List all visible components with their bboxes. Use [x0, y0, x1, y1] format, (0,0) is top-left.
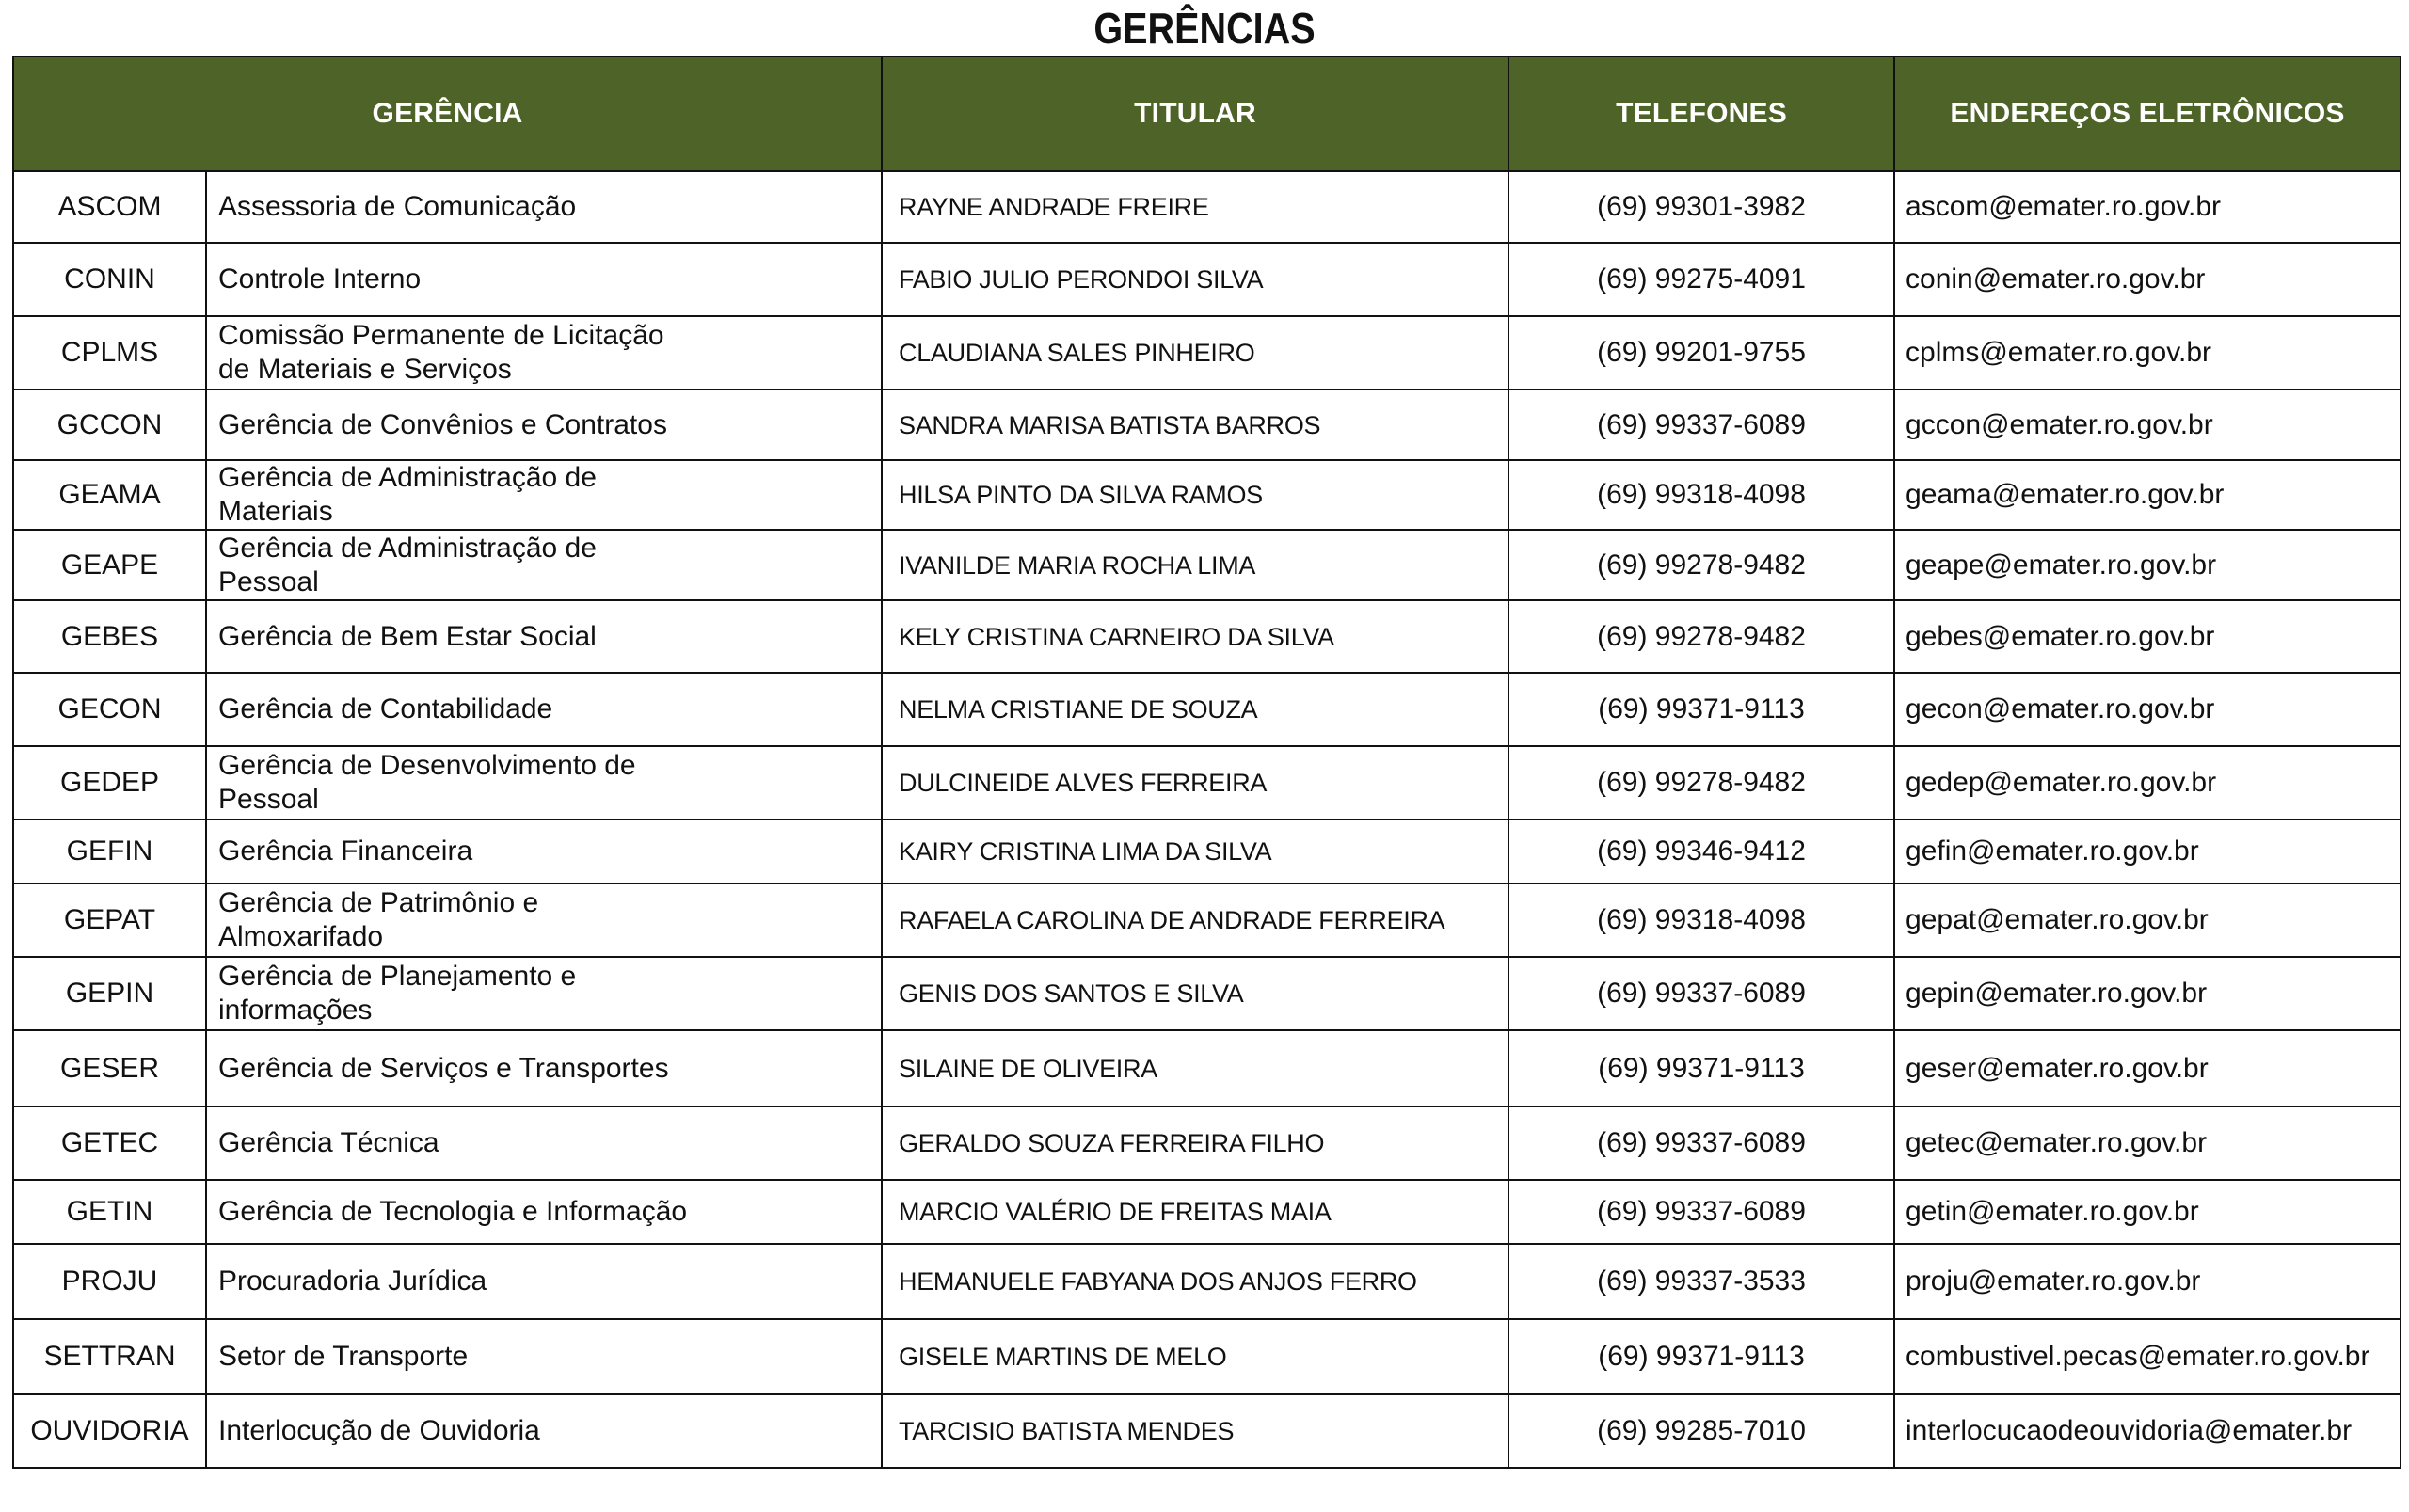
header-titular: TITULAR	[882, 56, 1508, 171]
cell-email-text: proju@emater.ro.gov.br	[1906, 1265, 2201, 1297]
cell-titular	[882, 390, 1508, 460]
cell-sigla	[13, 1106, 206, 1180]
cell-sigla-text: OUVIDORIA	[30, 1415, 189, 1446]
cell-email	[1894, 1106, 2401, 1180]
cell-telefone	[1508, 530, 1894, 600]
cell-titular-text: GISELE MARTINS DE MELO	[899, 1343, 1227, 1371]
cell-sigla	[13, 1394, 206, 1468]
cell-email-text: geser@emater.ro.gov.br	[1906, 1052, 2209, 1084]
cell-titular	[882, 1394, 1508, 1468]
cell-sigla-text: ASCOM	[57, 191, 162, 222]
cell-telefone	[1508, 600, 1894, 673]
cell-telefone-text: (69) 99201-9755	[1597, 337, 1806, 368]
cell-gerencia-nome	[206, 746, 882, 820]
cell-gerencia-nome-text: Assessoria de Comunicação	[218, 191, 577, 222]
cell-titular	[882, 1030, 1508, 1106]
table-row	[13, 390, 2401, 460]
table-row	[13, 1394, 2401, 1468]
cell-titular	[882, 530, 1508, 600]
cell-sigla	[13, 1180, 206, 1244]
cell-titular	[882, 460, 1508, 530]
cell-sigla-text: GEDEP	[59, 767, 160, 798]
cell-gerencia-nome-text: Gerência de Bem Estar Social	[218, 620, 597, 652]
cell-gerencia-nome-text: Gerência de Administração de Materiais	[218, 462, 597, 527]
cell-email	[1894, 746, 2401, 820]
table-row	[13, 530, 2401, 600]
header-telefones: TELEFONES	[1508, 56, 1894, 171]
cell-telefone	[1508, 316, 1894, 390]
cell-gerencia-nome-text: Gerência Técnica	[218, 1127, 439, 1158]
cell-titular-text: MARCIO VALÉRIO DE FREITAS MAIA	[899, 1198, 1332, 1226]
cell-email	[1894, 316, 2401, 390]
cell-gerencia-nome	[206, 390, 882, 460]
cell-gerencia-nome	[206, 1319, 882, 1394]
cell-titular	[882, 171, 1508, 243]
cell-telefone	[1508, 820, 1894, 883]
cell-sigla-text: CPLMS	[60, 337, 159, 368]
cell-titular	[882, 1244, 1508, 1319]
cell-telefone	[1508, 460, 1894, 530]
cell-gerencia-nome-text: Gerência de Administração de Pessoal	[218, 532, 597, 597]
cell-email-text: gepat@emater.ro.gov.br	[1906, 904, 2209, 935]
table-row	[13, 171, 2401, 243]
cell-email	[1894, 390, 2401, 460]
table-row	[13, 600, 2401, 673]
cell-gerencia-nome-text: Gerência de Planejamento e informações	[218, 961, 577, 1026]
cell-titular	[882, 1180, 1508, 1244]
cell-telefone-text: (69) 99278-9482	[1597, 549, 1806, 581]
cell-titular-text: TARCISIO BATISTA MENDES	[899, 1417, 1235, 1445]
cell-telefone-text: (69) 99337-3533	[1597, 1265, 1806, 1297]
table-row	[13, 1180, 2401, 1244]
cell-sigla	[13, 746, 206, 820]
cell-telefone	[1508, 1030, 1894, 1106]
cell-gerencia-nome	[206, 171, 882, 243]
cell-email-text: gebes@emater.ro.gov.br	[1906, 620, 2215, 652]
cell-gerencia-nome-text: Gerência de Patrimônio e Almoxarifado	[218, 887, 539, 952]
cell-sigla	[13, 1244, 206, 1319]
cell-sigla-text: GETIN	[66, 1196, 153, 1227]
cell-telefone	[1508, 390, 1894, 460]
cell-gerencia-nome-text: Gerência de Tecnologia e Informação	[218, 1196, 688, 1227]
cell-email	[1894, 1394, 2401, 1468]
cell-telefone-text: (69) 99275-4091	[1597, 263, 1806, 294]
cell-email	[1894, 171, 2401, 243]
cell-sigla-text: GETEC	[60, 1127, 159, 1158]
cell-telefone	[1508, 1394, 1894, 1468]
cell-titular-text: KAIRY CRISTINA LIMA DA SILVA	[899, 837, 1272, 866]
cell-telefone	[1508, 883, 1894, 957]
cell-gerencia-nome-text: Interlocução de Ouvidoria	[218, 1415, 540, 1446]
cell-gerencia-nome	[206, 957, 882, 1030]
cell-titular	[882, 243, 1508, 316]
cell-gerencia-nome	[206, 883, 882, 957]
cell-telefone-text: (69) 99371-9113	[1598, 1052, 1805, 1084]
table-row	[13, 883, 2401, 957]
cell-titular	[882, 820, 1508, 883]
cell-gerencia-nome	[206, 1394, 882, 1468]
cell-titular	[882, 883, 1508, 957]
cell-sigla-text: GECON	[57, 693, 162, 724]
cell-gerencia-nome-text: Controle Interno	[218, 263, 422, 294]
cell-sigla	[13, 1319, 206, 1394]
cell-email	[1894, 1319, 2401, 1394]
cell-sigla-text: GEBES	[60, 620, 159, 652]
cell-gerencia-nome	[206, 820, 882, 883]
cell-sigla	[13, 530, 206, 600]
table-header-row	[13, 56, 2401, 171]
cell-telefone-text: (69) 99301-3982	[1597, 191, 1806, 222]
cell-sigla	[13, 600, 206, 673]
cell-gerencia-nome	[206, 1030, 882, 1106]
cell-telefone	[1508, 673, 1894, 746]
cell-email	[1894, 820, 2401, 883]
cell-telefone-text: (69) 99371-9113	[1598, 1341, 1805, 1372]
cell-sigla	[13, 820, 206, 883]
cell-gerencia-nome-text: Gerência Financeira	[218, 836, 473, 867]
table-row	[13, 316, 2401, 390]
cell-telefone	[1508, 1244, 1894, 1319]
cell-titular-text: RAYNE ANDRADE FREIRE	[899, 193, 1209, 221]
cell-email-text: gedep@emater.ro.gov.br	[1906, 767, 2217, 798]
cell-sigla	[13, 957, 206, 1030]
cell-telefone-text: (69) 99318-4098	[1597, 904, 1806, 935]
cell-titular	[882, 1319, 1508, 1394]
cell-telefone-text: (69) 99278-9482	[1597, 767, 1806, 798]
table-row	[13, 673, 2401, 746]
cell-telefone	[1508, 746, 1894, 820]
cell-telefone	[1508, 171, 1894, 243]
cell-titular-text: SILAINE DE OLIVEIRA	[899, 1054, 1157, 1083]
cell-sigla	[13, 243, 206, 316]
cell-titular-text: RAFAELA CAROLINA DE ANDRADE FERREIRA	[899, 906, 1445, 934]
cell-titular-text: IVANILDE MARIA ROCHA LIMA	[899, 550, 1256, 580]
cell-titular-text: HEMANUELE FABYANA DOS ANJOS FERRO	[899, 1267, 1417, 1296]
cell-telefone-text: (69) 99337-6089	[1597, 1127, 1806, 1158]
cell-sigla	[13, 171, 206, 243]
cell-email-text: gecon@emater.ro.gov.br	[1906, 693, 2215, 724]
cell-telefone	[1508, 1106, 1894, 1180]
header-gerencia: GERÊNCIA	[13, 56, 882, 171]
cell-email	[1894, 530, 2401, 600]
cell-sigla-text: CONIN	[64, 263, 155, 294]
cell-titular	[882, 600, 1508, 673]
cell-sigla	[13, 460, 206, 530]
cell-titular-text: GERALDO SOUZA FERREIRA FILHO	[899, 1129, 1325, 1157]
cell-email	[1894, 1030, 2401, 1106]
cell-telefone	[1508, 1180, 1894, 1244]
table-row	[13, 460, 2401, 530]
cell-email	[1894, 460, 2401, 530]
cell-gerencia-nome	[206, 600, 882, 673]
cell-gerencia-nome-text: Gerência de Convênios e Contratos	[218, 408, 667, 440]
cell-gerencia-nome	[206, 1106, 882, 1180]
cell-sigla	[13, 673, 206, 746]
cell-telefone-text: (69) 99318-4098	[1597, 479, 1806, 510]
cell-telefone	[1508, 957, 1894, 1030]
cell-sigla-text: GEFIN	[66, 836, 153, 867]
cell-email-text: combustivel.pecas@emater.ro.gov.br	[1906, 1341, 2370, 1372]
cell-sigla	[13, 390, 206, 460]
cell-email-text: gccon@emater.ro.gov.br	[1906, 408, 2213, 440]
cell-gerencia-nome-text: Comissão Permanente de Licitação de Materiais e Serviços	[218, 320, 664, 385]
cell-email-text: cplms@emater.ro.gov.br	[1906, 337, 2212, 368]
cell-sigla-text: GCCON	[56, 408, 163, 440]
table-row	[13, 1106, 2401, 1180]
cell-telefone-text: (69) 99371-9113	[1598, 693, 1805, 724]
cell-gerencia-nome-text: Setor de Transporte	[218, 1341, 469, 1372]
cell-email	[1894, 673, 2401, 746]
cell-telefone-text: (69) 99337-6089	[1597, 978, 1806, 1009]
cell-email-text: getin@emater.ro.gov.br	[1906, 1196, 2199, 1227]
cell-email	[1894, 1244, 2401, 1319]
cell-gerencia-nome-text: Gerência de Desenvolvimento de Pessoal	[218, 750, 636, 815]
cell-email-text: geape@emater.ro.gov.br	[1906, 549, 2217, 581]
cell-titular-text: CLAUDIANA SALES PINHEIRO	[899, 339, 1255, 367]
table-row	[13, 820, 2401, 883]
cell-email-text: interlocucaodeouvidoria@emater.br	[1906, 1415, 2353, 1446]
cell-email	[1894, 883, 2401, 957]
cell-sigla	[13, 316, 206, 390]
cell-titular-text: FABIO JULIO PERONDOI SILVA	[899, 265, 1264, 294]
cell-telefone-text: (69) 99346-9412	[1597, 836, 1806, 867]
table-row	[13, 746, 2401, 820]
cell-email-text: gefin@emater.ro.gov.br	[1906, 836, 2199, 867]
cell-sigla	[13, 883, 206, 957]
cell-gerencia-nome	[206, 460, 882, 530]
cell-titular-text: GENIS DOS SANTOS E SILVA	[899, 979, 1244, 1008]
cell-sigla-text: GEPAT	[63, 904, 156, 935]
page-title: GERÊNCIAS	[1093, 4, 1316, 53]
cell-sigla-text: GEAMA	[58, 479, 161, 510]
cell-gerencia-nome	[206, 316, 882, 390]
cell-sigla-text: GEAPE	[60, 549, 159, 581]
cell-titular	[882, 1106, 1508, 1180]
cell-sigla-text: SETTRAN	[43, 1341, 176, 1372]
cell-email-text: getec@emater.ro.gov.br	[1906, 1127, 2208, 1158]
cell-titular-text: KELY CRISTINA CARNEIRO DA SILVA	[899, 622, 1334, 651]
cell-gerencia-nome	[206, 1244, 882, 1319]
cell-titular	[882, 673, 1508, 746]
gerencias-table	[12, 56, 2401, 1469]
cell-gerencia-nome-text: Gerência de Serviços e Transportes	[218, 1052, 669, 1084]
cell-sigla-text: PROJU	[61, 1265, 158, 1297]
cell-telefone	[1508, 243, 1894, 316]
table-row	[13, 1030, 2401, 1106]
cell-email	[1894, 957, 2401, 1030]
cell-titular-text: SANDRA MARISA BATISTA BARROS	[899, 410, 1321, 439]
cell-email	[1894, 1180, 2401, 1244]
cell-titular	[882, 746, 1508, 820]
cell-titular-text: DULCINEIDE ALVES FERREIRA	[899, 769, 1268, 797]
cell-titular	[882, 316, 1508, 390]
cell-sigla-text: GEPIN	[65, 978, 154, 1009]
cell-gerencia-nome	[206, 530, 882, 600]
cell-telefone-text: (69) 99337-6089	[1597, 408, 1806, 440]
table-body	[13, 171, 2401, 1468]
cell-email-text: ascom@emater.ro.gov.br	[1906, 191, 2222, 222]
table-row	[13, 243, 2401, 316]
cell-sigla	[13, 1030, 206, 1106]
table-row	[13, 957, 2401, 1030]
cell-telefone-text: (69) 99285-7010	[1597, 1415, 1806, 1446]
cell-email	[1894, 243, 2401, 316]
cell-telefone-text: (69) 99337-6089	[1597, 1196, 1806, 1227]
cell-email-text: conin@emater.ro.gov.br	[1906, 263, 2206, 294]
table-row	[13, 1244, 2401, 1319]
cell-gerencia-nome-text: Procuradoria Jurídica	[218, 1265, 487, 1297]
cell-gerencia-nome-text: Gerência de Contabilidade	[218, 693, 553, 724]
cell-titular-text: NELMA CRISTIANE DE SOUZA	[899, 695, 1258, 724]
table-row	[13, 1319, 2401, 1394]
cell-titular-text: HILSA PINTO DA SILVA RAMOS	[899, 481, 1263, 509]
cell-email	[1894, 600, 2401, 673]
cell-titular	[882, 957, 1508, 1030]
cell-gerencia-nome	[206, 673, 882, 746]
cell-email-text: gepin@emater.ro.gov.br	[1906, 978, 2208, 1009]
cell-email-text: geama@emater.ro.gov.br	[1906, 479, 2225, 510]
header-emails: ENDEREÇOS ELETRÔNICOS	[1894, 56, 2401, 171]
cell-telefone	[1508, 1319, 1894, 1394]
cell-gerencia-nome	[206, 1180, 882, 1244]
cell-gerencia-nome	[206, 243, 882, 316]
cell-telefone-text: (69) 99278-9482	[1597, 620, 1806, 652]
cell-sigla-text: GESER	[59, 1052, 160, 1084]
